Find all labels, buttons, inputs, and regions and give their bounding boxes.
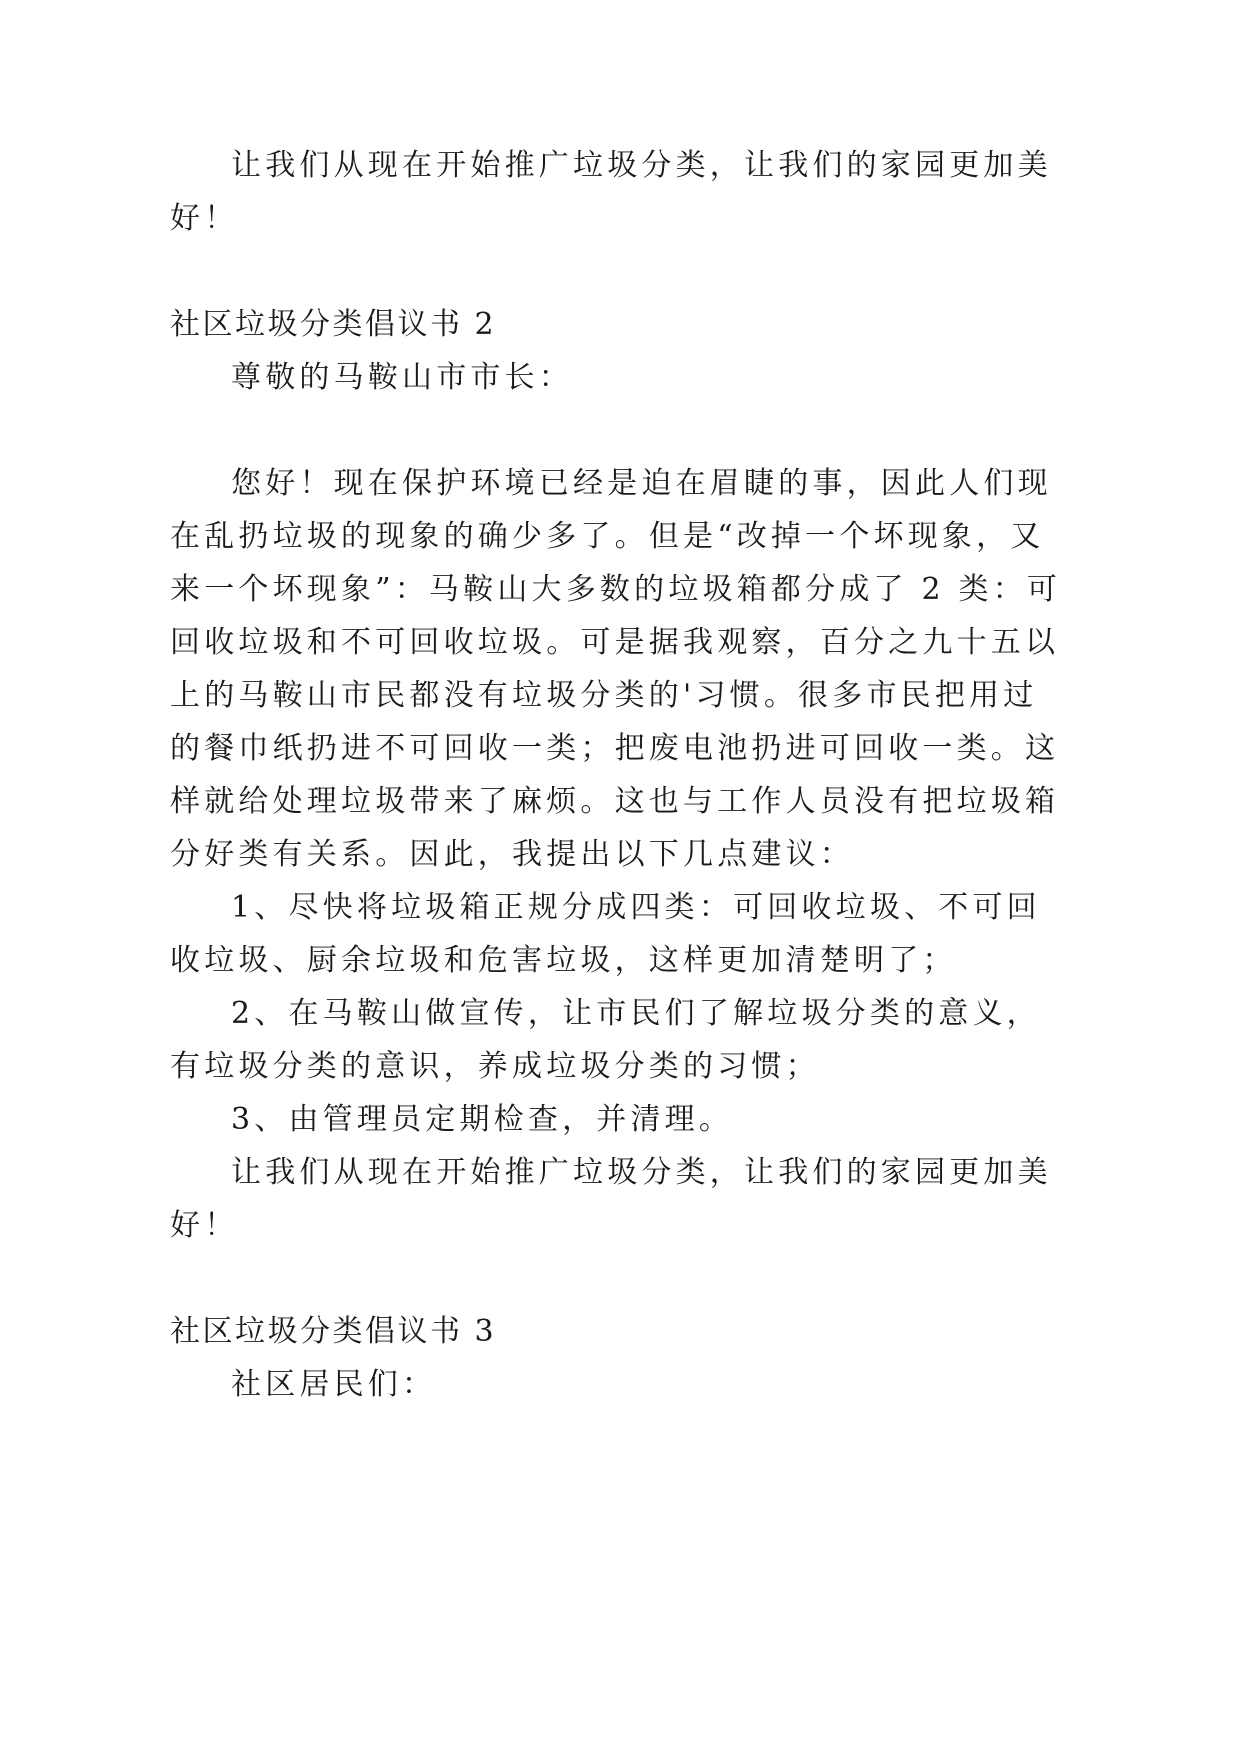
section-2-body-line: 上的马鞍山市民都没有垃圾分类的'习惯。很多市民把用过 <box>170 678 1038 713</box>
suggestion-2-line: 2、在马鞍山做宣传，让市民们了解垃圾分类的意义， <box>231 996 1041 1031</box>
section-2-body-line: 的餐巾纸扔进不可回收一类；把废电池扔进可回收一类。这 <box>170 731 1060 766</box>
section-2-body-line: 样就给处理垃圾带来了麻烦。这也与工作人员没有把垃圾箱 <box>170 784 1060 819</box>
suggestion-1-line: 收垃圾、厨余垃圾和危害垃圾，这样更加清楚明了； <box>170 943 957 978</box>
section-2-salutation: 尊敬的马鞍山市市长： <box>231 360 573 395</box>
section-2-body-line: 分好类有关系。因此，我提出以下几点建议： <box>170 837 854 872</box>
section-2-body-line: 回收垃圾和不可回收垃圾。可是据我观察，百分之九十五以 <box>170 625 1060 660</box>
section-2-closing-line: 好！ <box>170 1208 239 1243</box>
section-3-title: 社区垃圾分类倡议书 3 <box>170 1314 497 1349</box>
section-2-title: 社区垃圾分类倡议书 2 <box>170 307 497 342</box>
section-2-body-line: 来一个坏现象”：马鞍山大多数的垃圾箱都分成了 2 类：可 <box>170 572 1062 607</box>
section-2-closing-line: 让我们从现在开始推广垃圾分类，让我们的家园更加美 <box>231 1155 1052 1190</box>
suggestion-3-line: 3、由管理员定期检查，并清理。 <box>231 1102 734 1137</box>
intro-paragraph-line: 好！ <box>170 201 239 236</box>
suggestion-2-line: 有垃圾分类的意识，养成垃圾分类的习惯； <box>170 1049 820 1084</box>
section-2-body-line: 在乱扔垃圾的现象的确少多了。但是“改掉一个坏现象，又 <box>170 519 1045 554</box>
section-2-body-line: 您好！现在保护环境已经是迫在眉睫的事，因此人们现 <box>231 466 1052 501</box>
section-3-salutation: 社区居民们： <box>231 1367 437 1402</box>
suggestion-1-line: 1、尽快将垃圾箱正规分成四类：可回收垃圾、不可回 <box>231 890 1041 925</box>
intro-paragraph-line: 让我们从现在开始推广垃圾分类，让我们的家园更加美 <box>231 148 1052 183</box>
